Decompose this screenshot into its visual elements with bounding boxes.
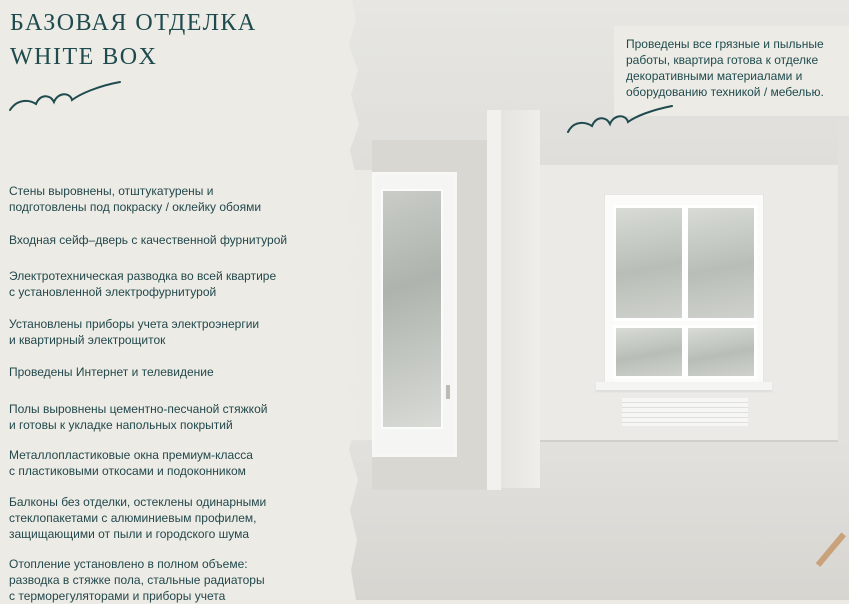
window-pane [613,205,685,321]
title-line-1: БАЗОВАЯ ОТДЕЛКА [10,10,257,36]
swoosh-icon [566,102,676,136]
page-title [10,6,257,74]
balcony-door-glass [381,189,443,429]
window-pane [685,325,757,379]
swoosh-icon [8,78,128,114]
title-line-2: WHITE BOX [10,44,158,70]
feature-meters: Установлены приборы учета электроэнергии и квартирный электрощиток [9,317,260,347]
features-panel [0,0,375,603]
feature-balconies: Балконы без отделки, остеклены одинарными стеклопакетами с алюминиевым профилем, защищающими от пыли и городского шума [9,495,267,541]
feature-heating: Отопление установлено в полном объеме: разводка в стяжке пола, стальные радиаторы с терморегуляторами и приборы учета [9,557,265,603]
balcony-door [372,172,457,457]
floor-edge [540,440,838,442]
window-pane [685,205,757,321]
feature-electrical: Электротехническая разводка во всей квартире с установленной электрофурнитурой [9,269,277,299]
feature-windows: Металлопластиковые окна премиум-класса с пластиковыми откосами и подоконником [9,448,253,478]
right-wall [838,120,849,480]
feature-floors: Полы выровнены цементно-песчаной стяжкой и готовы к укладке напольных покрытий [9,402,268,432]
feature-entrance-door: Входная сейф–дверь с качественной фурнитурой [9,233,288,247]
feature-walls: Стены выровнены, отштукатурены и подготовлены под покраску / оклейку обоями [9,184,262,214]
window [604,194,764,384]
side-wall [498,110,540,488]
callout-text: Проведены все грязные и пыльные работы, квартира готова к отделке декоративными материалами и оборудованию техникой / мебелью. [626,37,824,99]
radiator [622,398,748,426]
window-pane [613,325,685,379]
wall-pillar [487,110,501,490]
door-handle [446,385,450,399]
window-sill [596,382,772,390]
feature-internet-tv: Проведены Интернет и телевидение [9,365,214,379]
